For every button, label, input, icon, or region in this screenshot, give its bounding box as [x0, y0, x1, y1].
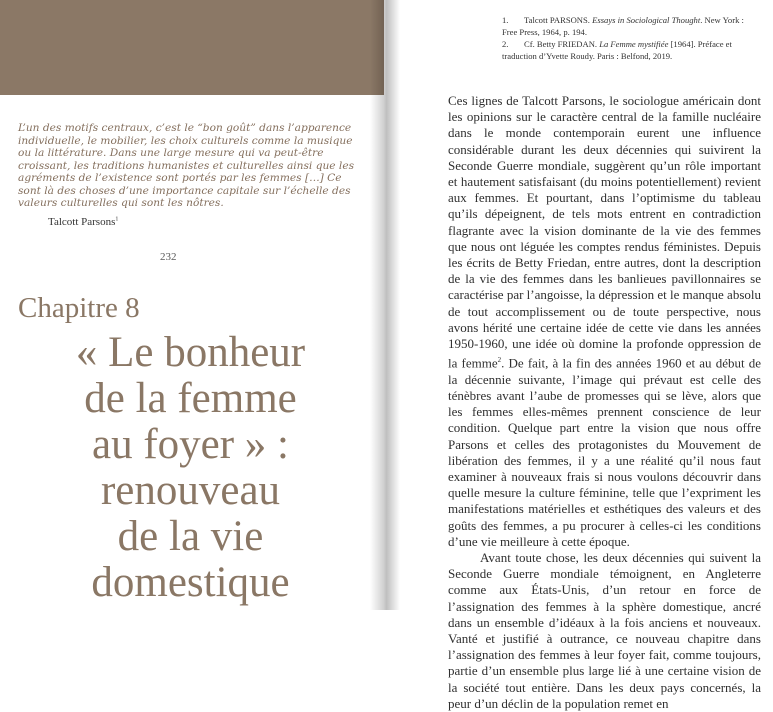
footnotes [502, 14, 757, 62]
epigraph-author: Talcott Parsons [48, 216, 116, 228]
chapter-title-line: au foyer » : [91, 421, 289, 468]
chapter-title-line: domestique [91, 559, 290, 606]
chapter-number: Chapitre 8 [18, 292, 140, 324]
epigraph-source [48, 216, 118, 228]
footnote-text: Cf. Betty FRIEDAN. [524, 39, 600, 49]
footnote-text: . New York : Free Press, 1964, p. 194. [502, 15, 744, 37]
footnote-book-title: Essays in Sociological Thought [592, 15, 701, 25]
epigraph-footnote-ref: 1 [115, 216, 119, 223]
chapter-title-line: renouveau [100, 467, 281, 514]
footnote-number: 1. [502, 15, 509, 25]
right-page [390, 0, 773, 711]
footnote-book-title: La Femme mystifiée [599, 39, 669, 49]
chapter-title-line: de la femme [84, 375, 297, 422]
left-page [0, 0, 384, 610]
paragraph-text: Ces lignes de Talcott Parsons, le sociologue américain dont les opinions sur le caractère central de la famille nucléaire dans le monde contemporain eurent une influence considérable durant les deux décennies qui suivirent la Seconde Guerre mondiale, suggèrent qu’un rôle important et hautement satisfaisant (du moins potentiellement) revient aux femmes. Et pourtant, dans l’optimisme du tableau qu’ils dépeignent, de tels mots entrent en contradiction flagrante avec la vision dominante de la vie des femmes que nous ont léguée les comptes rendus féministes. Depuis les écrits de Betty Friedan, entre autres, dont la description de la vie des femmes dans les banlieues pavillonnaires se caractérise par l’angoisse, la dépression et le manque absolu de tout accomplissement ou de toute perspective, nous avons hérité une certaine idée de cette vie dans les années 1950-1960, une idée où domine la profonde oppression de la femme [448, 93, 761, 371]
footnote-ref: 2 [497, 356, 502, 365]
paragraph [448, 93, 761, 550]
page-number: 232 [160, 251, 177, 263]
footnote-text: [1964]. Préface et traduction d’Yvette Roudy. Paris : Belfond, 2019. [502, 39, 732, 61]
epigraph-quote: L’un des motifs centraux, c’est le “bon goût” dans l’apparence individuelle, le mobilier, les choix culturels comme la musique ou la littérature. Dans une large mesure qui va peut-être croissant, les traditions humanistes et culturelles ainsi que les agréments de l’existence sont portés par les femmes […] Ce sont là des choses d’une importance capitale sur l’échelle des valeurs culturelles qui sont les nôtres. [18, 122, 355, 209]
paragraph: Avant toute chose, les deux décennies qui suivent la Seconde Guerre mondiale témoignent, en Angleterre comme aux États-Unis, d’un retour en force de l’assignation des femmes à la sphère domestique, ancré dans un ensemble d’idéaux à la fois anciens et nouveaux. Vanté et justifié à outrance, ce nouveau chapitre dans l’assignation des femmes à leur foyer fait, comme toujours, partie d’un ensemble plus large lié à une certaine vision de la société tout entière. Dans les deux pays concernés, la peur d’un déclin de la population remet en [448, 550, 761, 711]
chapter-title-line: de la vie [117, 513, 264, 560]
chapter-title-line: « Le bonheur [75, 329, 306, 376]
body-text [448, 93, 761, 712]
paragraph-text: . De fait, à la fin des années 1960 et au début de la décennie suivante, l’image qui prévaut est celle des ténèbres avant l’aube de promesses qui se lève, alors que les femmes elles-mêmes prennent conscience de leur condition. Quelque part entre la vision que nous offre Parsons et celles des protagonistes du Mouvement de libération des femmes, il y a une réalité qu’il nous faut examiner à nouveaux frais si nous voulons découvrir dans quelle mesure la culture féminine, telle que l’expriment les manifestations matérielles et esthétiques des valeurs et des goûts des femmes, a pu procurer à celles-ci les conditions d’une vie meilleure à cette époque. [448, 355, 761, 549]
footnote-number: 2. [502, 39, 509, 49]
chapter-title [18, 330, 363, 606]
brown-header-band [0, 0, 384, 95]
footnote-2 [502, 38, 757, 62]
footnote-1 [502, 14, 757, 38]
footnote-text: Talcott PARSONS. [524, 15, 593, 25]
